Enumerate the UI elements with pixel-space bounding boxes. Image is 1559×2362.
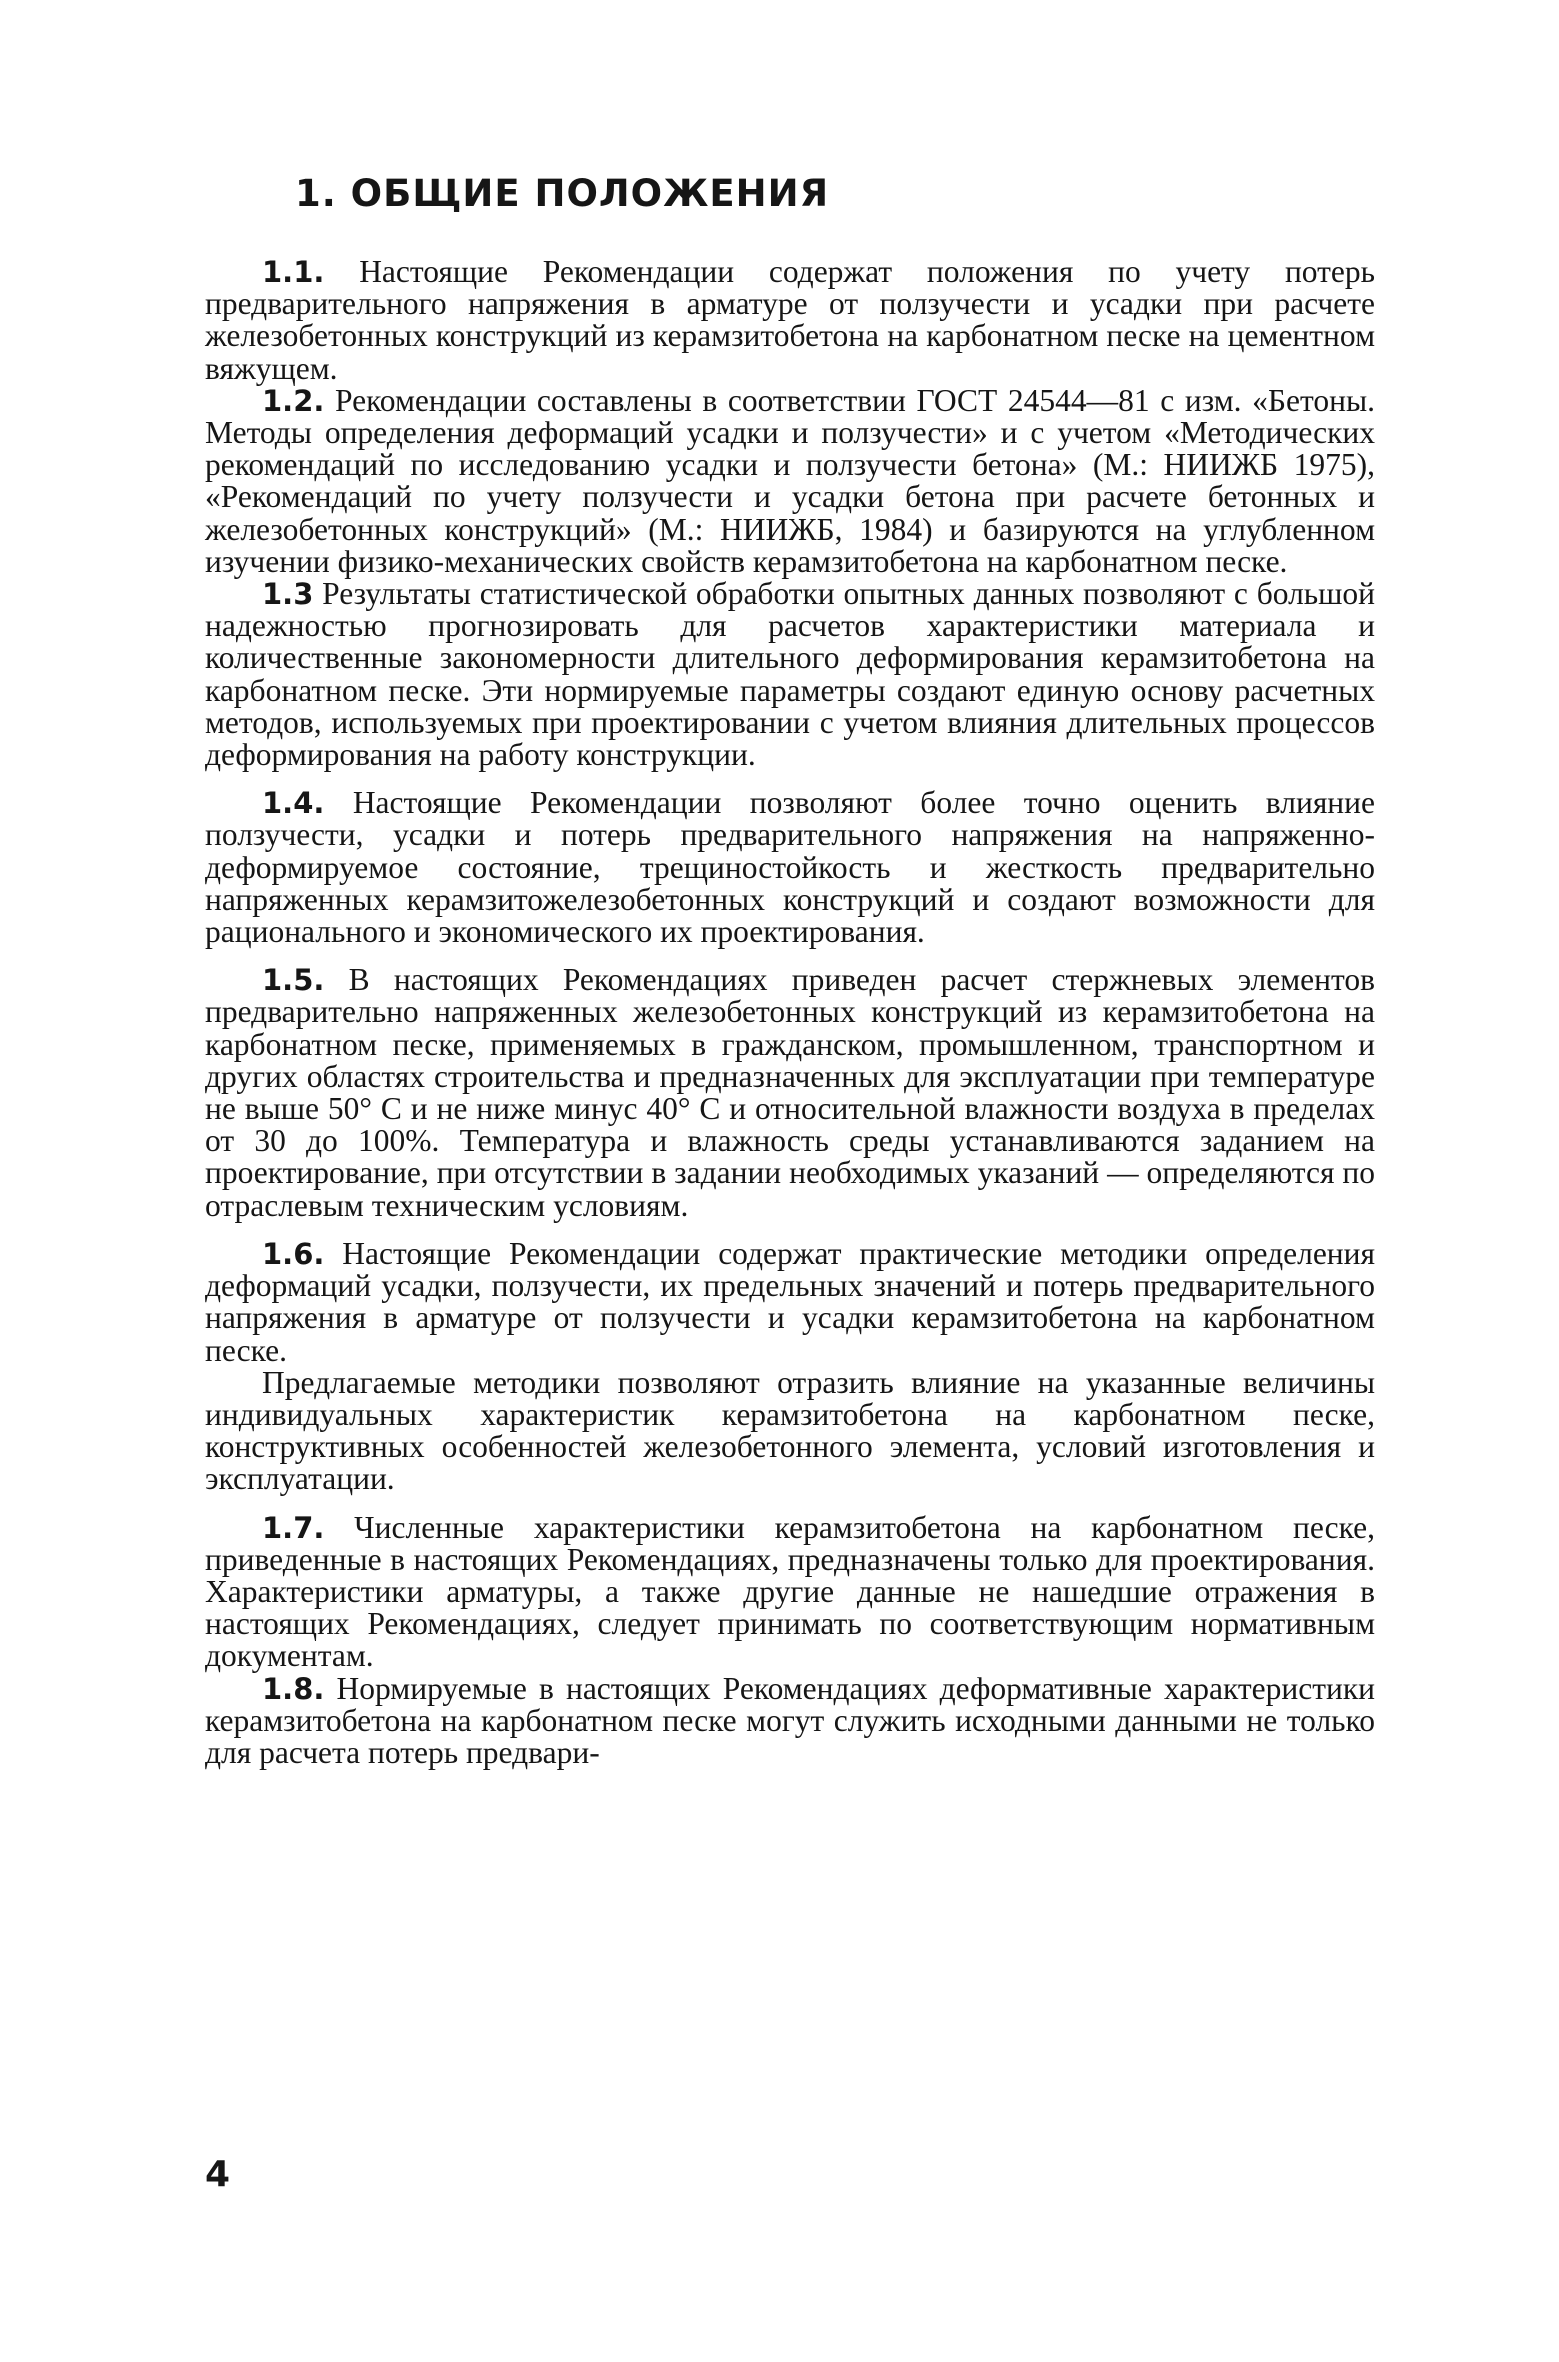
page-number: 4 xyxy=(205,2154,231,2195)
paragraph-1-3 xyxy=(205,578,1375,771)
paragraph-1-5 xyxy=(205,964,1375,1222)
paragraph-number: 1.5. xyxy=(262,963,325,998)
paragraph-text: В настоящих Рекомендациях приведен расчет стержневых элементов предварительно напряженных железобетонных конструкций из керамзитобетона на карбонатном песке, применяемых в гражданском, промышленном, транспортном и других областях строительства и предназначенных для эксплуатации при температуре не выше 50° С и не ниже минус 40° С и относительной влажности воздуха в пределах от 30 до 100%. Температура и влажность среды устанавливаются заданием на проектирование, при отсутствии в задании необходимых указаний — определяются по отраслевым техническим условиям. xyxy=(205,962,1375,1223)
paragraph-1-4 xyxy=(205,787,1375,948)
paragraph-number: 1.1. xyxy=(262,255,325,289)
paragraph-number: 1.8. xyxy=(262,1671,325,1706)
paragraph-text: Рекомендации составлены в соответствии ГОСТ 24544—81 с изм. «Бетоны. Методы определения деформаций усадки и ползучести» и с учетом «Методических рекомендаций по исследованию усадки и ползучести бетона» (М.: НИИЖБ 1975), «Рекомендаций по учету ползучести и усадки бетона при расчете бетонных и железобетонных конструкций» (М.: НИИЖБ, 1984) и базируются на углубленном изучении физико-механических свойств керамзитобетона на карбонатном песке. xyxy=(205,382,1375,579)
document-page xyxy=(205,0,1375,2362)
paragraph-1-7 xyxy=(205,1509,1375,1674)
paragraph-number: 1.2. xyxy=(262,383,325,418)
paragraph-number: 1.7. xyxy=(262,1510,325,1545)
paragraph-text: Численные характеристики керамзитобетона на карбонатном песке, приведенные в настоящих Рекомендациях, предназначены только для проектирования. Характеристики арматуры, а также другие данные не нашедшие отражения в настоящих Рекомендациях, следует принимать по соответствующим нормативным документам. xyxy=(205,1509,1375,1674)
paragraph-text: Настоящие Рекомендации позволяют более точно оценить влияние ползучести, усадки и потерь предварительного напряжения на напряженно-деформируемое состояние, трещиностойкость и жесткость предварительно напряженных керамзитожелезобетонных конструкций и создают возможности для рационального и экономического их проектирования. xyxy=(205,785,1375,950)
paragraph-number: 1.3 xyxy=(262,577,314,612)
paragraph-1-6-continued xyxy=(205,1364,1375,1497)
paragraph-1-2 xyxy=(205,382,1375,579)
paragraph-1-8 xyxy=(205,1670,1375,1770)
paragraph-number: 1.4. xyxy=(262,786,325,821)
paragraph-1-1 xyxy=(205,256,1375,385)
paragraph-text: Настоящие Рекомендации содержат положения по учету потерь предварительного напряжения в арматуре от ползучести и усадки при расчете железобетонных конструкций из керамзитобетона на карбонатном песке на цементном вяжущем. xyxy=(205,254,1375,386)
paragraph-text: Настоящие Рекомендации содержат практические методики определения деформаций усадки, ползучести, их предельных значений и потерь предварительного напряжения в арматуре от ползучести и усадки керамзитобетона на карбонатном песке. xyxy=(205,1235,1376,1368)
body-text xyxy=(205,256,1375,1769)
paragraph-text: Предлагаемые методики позволяют отразить влияние на указанные величины индивидуальных характеристик керамзитобетона на карбонатном песке, конструктивных особенностей железобетонного элемента, условий изготовления и эксплуатации. xyxy=(205,1364,1375,1497)
paragraph-1-6 xyxy=(205,1235,1376,1368)
paragraph-number: 1.6. xyxy=(262,1236,325,1271)
section-heading: 1. ОБЩИЕ ПОЛОЖЕНИЯ xyxy=(295,172,830,215)
paragraph-text: Результаты статистической обработки опытных данных позволяют с большой надежностью прогнозировать для расчетов характеристики материала и количественные закономерности длительного деформирования керамзитобетона на карбонатном песке. Эти нормируемые параметры создают единую основу расчетных методов, используемых при проектировании с учетом влияния длительных процессов деформирования на работу конструкции. xyxy=(205,576,1376,773)
paragraph-text: Нормируемые в настоящих Рекомендациях деформативные характеристики керамзитобетона на карбонатном песке могут служить исходными данными не только для расчета потерь предвари- xyxy=(205,1670,1375,1770)
